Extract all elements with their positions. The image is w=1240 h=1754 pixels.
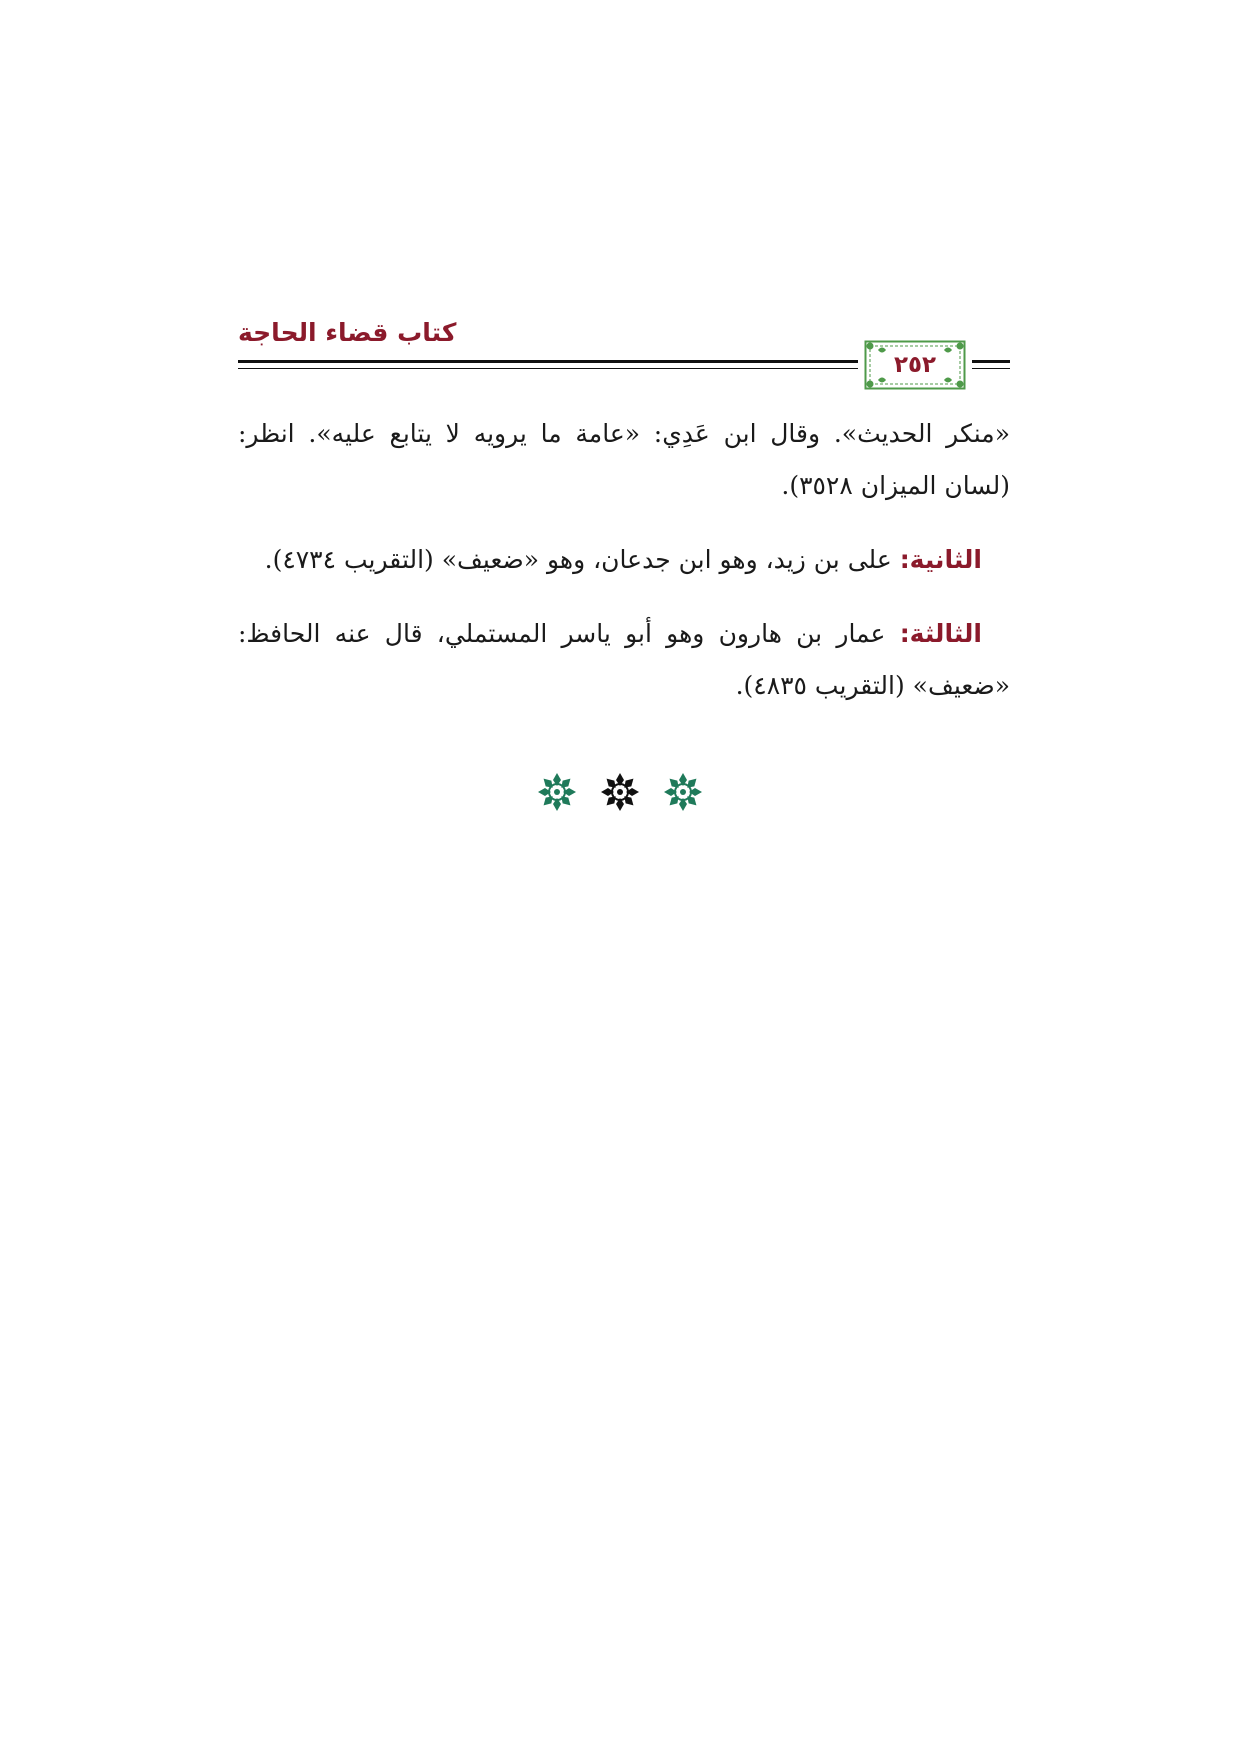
header-rule-thin [238, 368, 858, 369]
paragraph-text: عمار بن هارون وهو أبو ياسر المستملي، قال عنه الحافظ: «ضعيف» (التقريب ٤٨٣٥). [238, 619, 1010, 700]
section-end-ornament [0, 772, 1240, 816]
book-title: كتاب قضاء الحاجة [238, 318, 457, 347]
paragraph-first [238, 408, 1010, 512]
flower-ornament-icon [663, 772, 703, 812]
flower-ornament-icon [600, 772, 640, 812]
header-rule-thick-right [972, 360, 1010, 363]
flower-ornament-icon [537, 772, 577, 812]
page-number: ٢٥٢ [893, 352, 937, 378]
page-header [238, 318, 1010, 390]
paragraph-label: الثالثة: [899, 619, 982, 648]
paragraph-label: الثانية: [899, 545, 982, 574]
page-body [238, 408, 1010, 734]
header-rule-thick [238, 360, 858, 363]
page-number-badge [864, 340, 966, 390]
paragraph-second [238, 534, 1010, 586]
paragraph-third [238, 608, 1010, 712]
paragraph-text: على بن زيد، وهو ابن جدعان، وهو «ضعيف» (التقريب ٤٧٣٤). [264, 545, 900, 574]
header-rule-thin-right [972, 368, 1010, 369]
paragraph-text: «منكر الحديث». وقال ابن عَدِي: «عامة ما يرويه لا يتابع عليه». انظر: (لسان الميزان ٣٥٢٨). [238, 419, 1010, 500]
